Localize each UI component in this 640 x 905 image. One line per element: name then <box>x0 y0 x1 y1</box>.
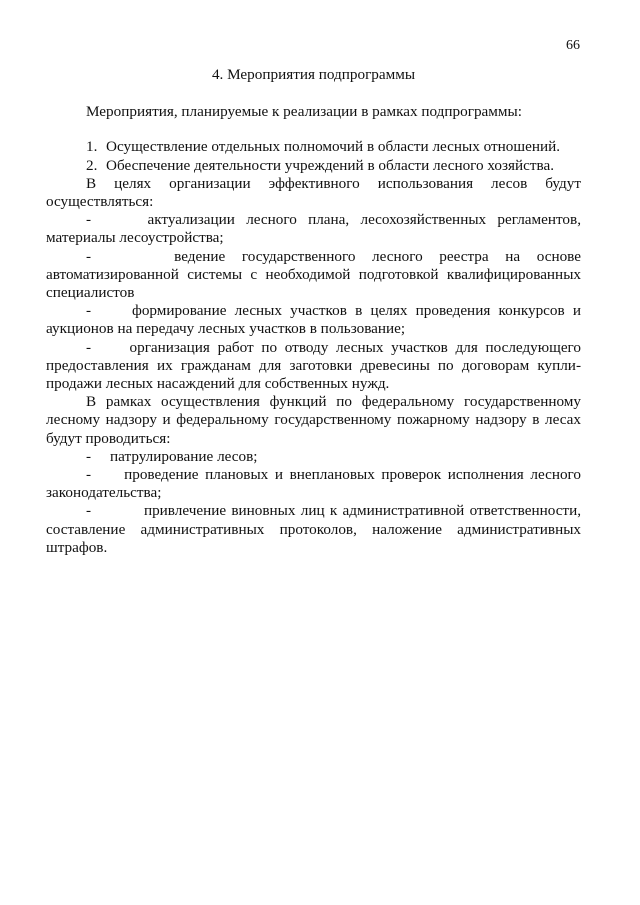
page-number: 66 <box>566 38 580 53</box>
item-number: 2. <box>86 156 98 174</box>
dash-marker: - <box>86 302 92 320</box>
dash-marker: - <box>86 447 92 465</box>
numbered-list <box>46 138 581 174</box>
numbered-item <box>46 138 581 156</box>
dash-item-text: актуализации лесного плана, лесохозяйственных регламентов, материалы лесоустройства; <box>46 211 581 247</box>
item-text: Осуществление отдельных полномочий в области лесных отношений. <box>106 138 560 156</box>
numbered-item <box>46 157 581 175</box>
lead-paragraph-forest-use: В целях организации эффективного использования лесов будут осуществляться: <box>46 174 581 211</box>
dash-marker: - <box>86 466 92 484</box>
section-intro: Мероприятия, планируемые к реализации в рамках подпрограммы: <box>86 103 522 121</box>
dash-item <box>46 248 581 303</box>
dash-item <box>46 502 581 557</box>
dash-item-text: организация работ по отводу лесных участков для последующего предоставления их гражданам для заготовки древесины по договорам купли-продажи лесных насаждений для собственных нужд. <box>46 338 582 393</box>
dash-marker: - <box>86 211 92 229</box>
dash-item-text: патрулирование лесов; <box>110 447 258 465</box>
dash-item <box>46 466 581 502</box>
dash-item <box>46 339 581 394</box>
item-number: 1. <box>86 138 98 156</box>
section-heading: 4. Мероприятия подпрограммы <box>211 66 416 83</box>
dash-item-text: привлечение виновных лиц к административной ответственности, составление административных протоколов, наложение административных штрафов. <box>46 502 581 556</box>
dash-item-text: ведение государственного лесного реестра на основе автоматизированной системы с необходимой подготовкой квалифицированных специалистов <box>46 247 582 302</box>
item-text: Обеспечение деятельности учреждений в области лесного хозяйства. <box>106 156 555 174</box>
dash-item <box>46 211 581 247</box>
dash-item-text: формирование лесных участков в целях проведения конкурсов и аукционов на передачу лесных участков в пользование; <box>46 302 581 338</box>
dash-item <box>46 302 581 338</box>
dash-marker: - <box>86 338 92 356</box>
dash-marker: - <box>86 247 92 265</box>
dash-marker: - <box>86 502 92 520</box>
document-body <box>46 66 581 557</box>
dash-item <box>46 448 581 466</box>
dash-item-text: проведение плановых и внеплановых проверок исполнения лесного законодательства; <box>46 466 581 502</box>
lead-paragraph-supervision: В рамках осуществления функций по федеральному государственному лесному надзору и федеральному государственному пожарному надзору в лесах будут проводиться: <box>46 393 581 447</box>
